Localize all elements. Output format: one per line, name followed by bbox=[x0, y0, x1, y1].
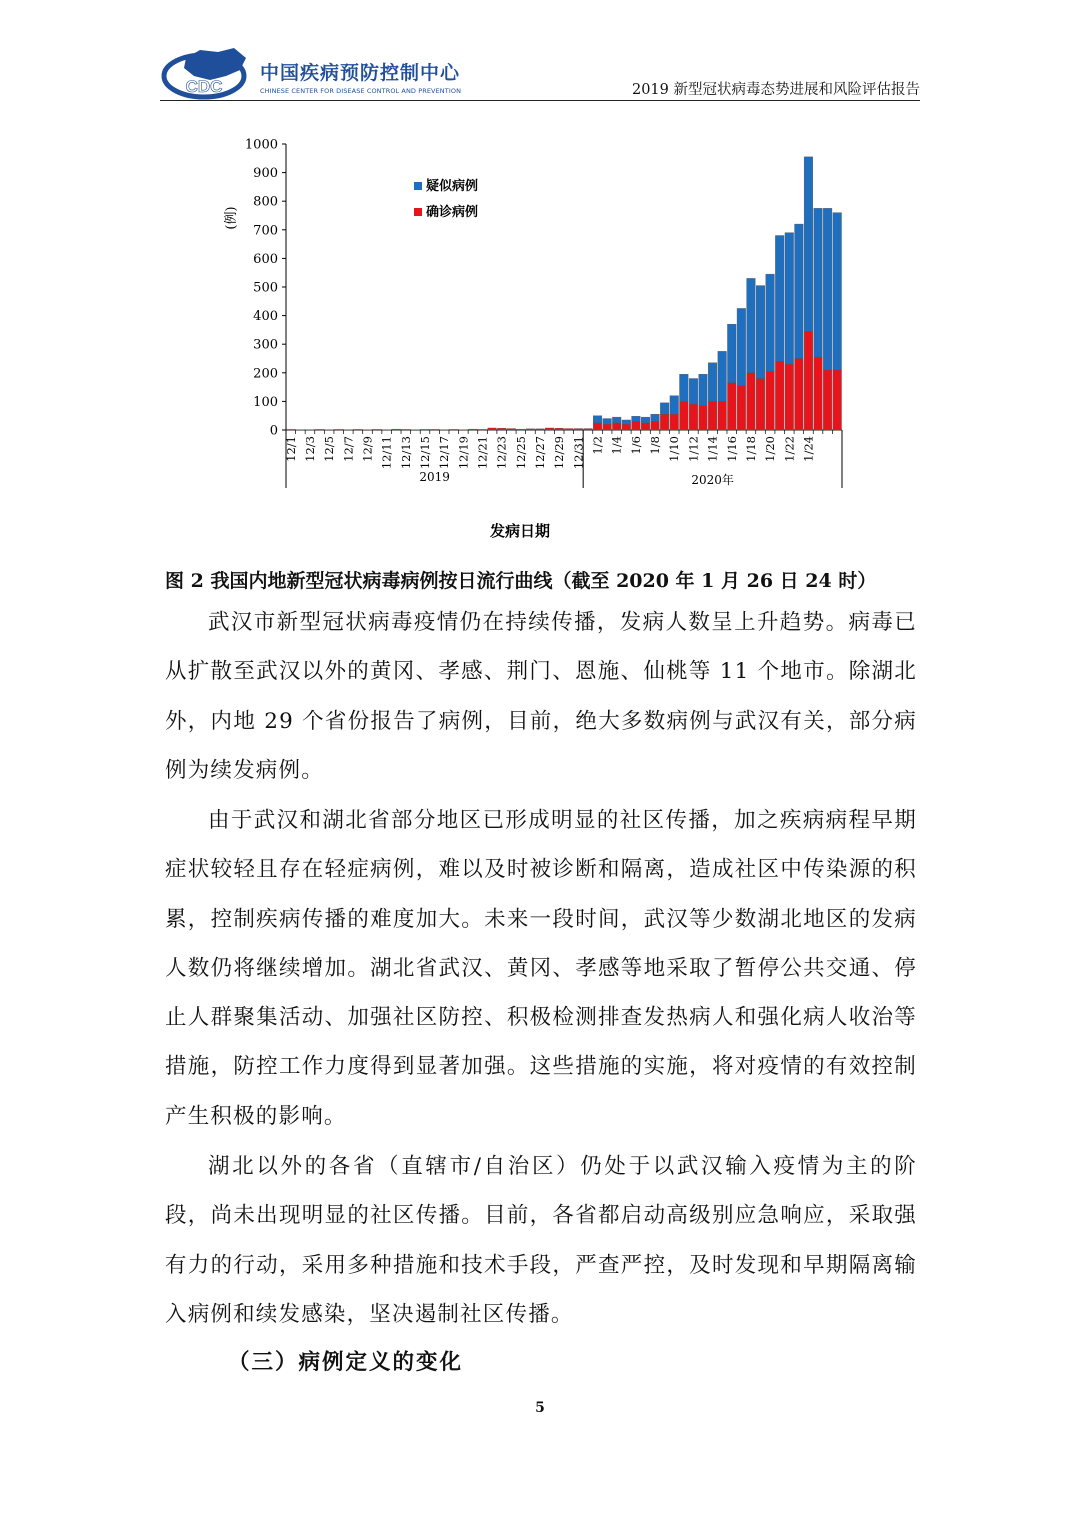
page-header bbox=[160, 40, 920, 102]
bar-confirmed bbox=[392, 429, 401, 430]
bar-confirmed bbox=[497, 428, 506, 430]
bar-confirmed bbox=[469, 429, 478, 430]
x-tick-label: 12/15 bbox=[418, 436, 432, 470]
x-tick-label: 12/7 bbox=[341, 436, 356, 462]
bar-confirmed bbox=[593, 423, 602, 430]
page-number: 5 bbox=[535, 1400, 545, 1416]
bar-confirmed bbox=[833, 370, 842, 430]
x-tick-label: 12/23 bbox=[494, 436, 509, 470]
x-tick-label: 1/8 bbox=[648, 436, 663, 455]
org-name-en: CHINESE CENTER FOR DISEASE CONTROL AND PREVENTION bbox=[260, 87, 462, 95]
bar-confirmed bbox=[689, 404, 698, 430]
bar-suspected bbox=[718, 351, 727, 401]
x-tick-label: 1/4 bbox=[609, 436, 624, 455]
bar-confirmed bbox=[814, 357, 823, 430]
y-tick-label: 800 bbox=[253, 194, 278, 210]
bar-confirmed bbox=[287, 429, 296, 430]
x-tick-label: 12/25 bbox=[513, 436, 528, 470]
x-tick-label: 1/12 bbox=[686, 436, 701, 462]
bar-confirmed bbox=[421, 429, 430, 430]
x-tick-label: 12/29 bbox=[552, 436, 567, 470]
x-tick-label: 1/10 bbox=[667, 436, 682, 462]
bar-confirmed bbox=[680, 401, 689, 430]
bar-suspected bbox=[756, 286, 765, 379]
org-name-cn: 中国疾病预防控制中心 bbox=[260, 62, 461, 84]
bar-confirmed bbox=[488, 428, 497, 430]
bar-confirmed bbox=[737, 386, 746, 430]
legend-swatch-suspected bbox=[414, 182, 422, 190]
bar-confirmed bbox=[612, 423, 621, 430]
x-tick-label: 12/31 bbox=[571, 436, 586, 470]
bar-suspected bbox=[795, 224, 804, 358]
epidemic-curve-chart bbox=[200, 128, 880, 548]
bar-suspected bbox=[612, 417, 621, 423]
chart-bars bbox=[287, 157, 842, 430]
bar-suspected bbox=[603, 419, 612, 425]
bar-suspected bbox=[804, 157, 813, 331]
bar-suspected bbox=[670, 396, 679, 415]
bar-confirmed bbox=[795, 359, 804, 431]
x-tick-label: 12/21 bbox=[475, 436, 490, 470]
figure-caption: 图 2 我国内地新型冠状病毒病例按日流行曲线（截至 2020 年 1 月 26 日 24 时） bbox=[165, 570, 877, 592]
bar-suspected bbox=[775, 236, 784, 362]
x-tick-label: 1/2 bbox=[590, 436, 605, 455]
x-axis-label: 发病日期 bbox=[489, 522, 551, 540]
bar-confirmed bbox=[334, 429, 343, 430]
bar-suspected bbox=[833, 213, 842, 370]
bar-confirmed bbox=[823, 370, 832, 430]
bar-confirmed bbox=[622, 424, 631, 430]
chart-legend bbox=[414, 178, 478, 220]
x-tick-label: 1/20 bbox=[763, 436, 778, 462]
bar-confirmed bbox=[603, 424, 612, 430]
year-label-2020: 2020年 bbox=[691, 473, 734, 487]
header-divider bbox=[160, 100, 920, 101]
bar-suspected bbox=[689, 379, 698, 405]
bar-confirmed bbox=[402, 429, 411, 430]
cdc-logo bbox=[160, 40, 260, 104]
logo-text: CDC bbox=[185, 77, 223, 96]
bar-suspected bbox=[823, 208, 832, 370]
paragraph-2: 由于武汉和湖北省部分地区已形成明显的社区传播，加之疾病病程早期症状较轻且存在轻症病例，难以及时被诊断和隔离，造成社区中传染源的积累，控制疾病传播的难度加大。未来一段时间，武汉等少数湖北地区的发病人数仍将继续增加。湖北省武汉、黄冈、孝感等地采取了暂停公共交通、停止人群聚集活动、加强社区防控、积极检测排查发热病人和强化病人收治等措施，防控工作力度得到显著加强。这些措施的实施，将对疫情的有效控制产生积极的影响。 bbox=[165, 808, 917, 1129]
bar-suspected bbox=[651, 414, 660, 421]
legend-label-suspected: 疑似病例 bbox=[426, 179, 479, 194]
y-tick-label: 600 bbox=[253, 251, 278, 267]
x-tick-label: 1/22 bbox=[782, 436, 797, 462]
bar-confirmed bbox=[430, 429, 439, 430]
bar-confirmed bbox=[574, 429, 583, 430]
bar-confirmed bbox=[584, 429, 593, 430]
bar-confirmed bbox=[718, 401, 727, 430]
bar-confirmed bbox=[536, 429, 545, 430]
bar-confirmed bbox=[756, 379, 765, 430]
bar-suspected bbox=[622, 420, 631, 424]
legend-swatch-confirmed bbox=[414, 208, 422, 216]
bar-confirmed bbox=[804, 331, 813, 430]
bar-confirmed bbox=[507, 429, 516, 430]
y-tick-label: 700 bbox=[253, 223, 278, 239]
x-tick-label: 12/11 bbox=[379, 436, 394, 470]
year-label-2019: 2019 bbox=[419, 470, 450, 484]
report-title: 2019 新型冠状病毒态势进展和风险评估报告 bbox=[631, 82, 920, 98]
x-tick-label: 1/14 bbox=[705, 436, 720, 462]
x-tick-label: 12/3 bbox=[302, 436, 317, 462]
bar-suspected bbox=[593, 416, 602, 423]
x-tick-label: 12/27 bbox=[533, 436, 548, 470]
y-tick-label: 100 bbox=[253, 394, 278, 410]
x-tick-label: 12/17 bbox=[437, 436, 452, 470]
bar-suspected bbox=[814, 208, 823, 357]
y-tick-label: 0 bbox=[269, 423, 278, 439]
y-tick-label: 500 bbox=[253, 280, 278, 296]
x-tick-label: 1/6 bbox=[628, 436, 643, 455]
legend-label-confirmed: 确诊病例 bbox=[426, 205, 479, 220]
paragraph-1: 武汉市新型冠状病毒疫情仍在持续传播，发病人数呈上升趋势。病毒已从扩散至武汉以外的黄冈、孝感、荆门、恩施、仙桃等 11 个地市。除湖北外，内地 29 个省份报告了病例，目前，绝大多数病例与武汉有关，部分病例为续发病例。 bbox=[165, 610, 917, 783]
bar-confirmed bbox=[641, 423, 650, 430]
bar-suspected bbox=[737, 308, 746, 385]
x-tick-label: 12/1 bbox=[283, 436, 298, 462]
x-tick-label: 12/5 bbox=[322, 436, 337, 462]
bar-confirmed bbox=[373, 429, 382, 430]
bar-suspected bbox=[747, 278, 756, 372]
bar-confirmed bbox=[517, 429, 526, 430]
y-tick-label: 300 bbox=[253, 337, 278, 353]
x-tick-label: 1/18 bbox=[743, 436, 758, 462]
bar-confirmed bbox=[315, 429, 324, 430]
bar-confirmed bbox=[708, 401, 717, 430]
bar-confirmed bbox=[526, 429, 535, 430]
bar-confirmed bbox=[660, 414, 669, 430]
bar-confirmed bbox=[747, 373, 756, 430]
bar-suspected bbox=[641, 417, 650, 423]
bar-suspected bbox=[680, 374, 689, 401]
paragraph-3: 湖北以外的各省（直辖市/自治区）仍处于以武汉输入疫情为主的阶段，尚未出现明显的社区传播。目前，各省都启动高级别应急响应，采取强有力的行动，采用多种措施和技术手段，严查严控，及时发现和早期隔离输入病例和续发感染，坚决遏制社区传播。 bbox=[165, 1154, 917, 1327]
bar-confirmed bbox=[766, 371, 775, 430]
section-heading: （三）病例定义的变化 bbox=[228, 1350, 464, 1375]
bar-confirmed bbox=[555, 428, 564, 430]
y-tick-label: 400 bbox=[253, 309, 278, 325]
bar-confirmed bbox=[775, 361, 784, 430]
bar-suspected bbox=[699, 374, 708, 405]
bar-confirmed bbox=[478, 429, 487, 430]
y-tick-label: 200 bbox=[253, 366, 278, 382]
x-tick-label: 1/16 bbox=[724, 436, 739, 462]
bar-confirmed bbox=[354, 429, 363, 430]
bar-suspected bbox=[785, 233, 794, 365]
x-tick-label: 12/13 bbox=[398, 436, 413, 470]
bar-confirmed bbox=[449, 429, 458, 430]
bar-confirmed bbox=[651, 421, 660, 430]
bar-confirmed bbox=[670, 414, 679, 430]
bar-suspected bbox=[708, 363, 717, 402]
y-axis-label: (例) bbox=[224, 206, 239, 230]
x-tick-label: 12/9 bbox=[360, 436, 375, 462]
bar-confirmed bbox=[727, 383, 736, 430]
x-tick-label: 1/24 bbox=[801, 436, 816, 462]
bar-suspected bbox=[727, 324, 736, 383]
bar-confirmed bbox=[565, 429, 574, 430]
x-tick-label: 12/19 bbox=[456, 436, 471, 470]
bar-confirmed bbox=[699, 406, 708, 430]
bar-suspected bbox=[632, 416, 641, 421]
y-tick-label: 900 bbox=[253, 166, 278, 182]
y-tick-label: 1000 bbox=[244, 137, 278, 153]
bar-suspected bbox=[766, 274, 775, 371]
bar-confirmed bbox=[632, 421, 641, 430]
bar-suspected bbox=[660, 403, 669, 414]
bar-confirmed bbox=[785, 364, 794, 430]
bar-confirmed bbox=[545, 428, 554, 430]
